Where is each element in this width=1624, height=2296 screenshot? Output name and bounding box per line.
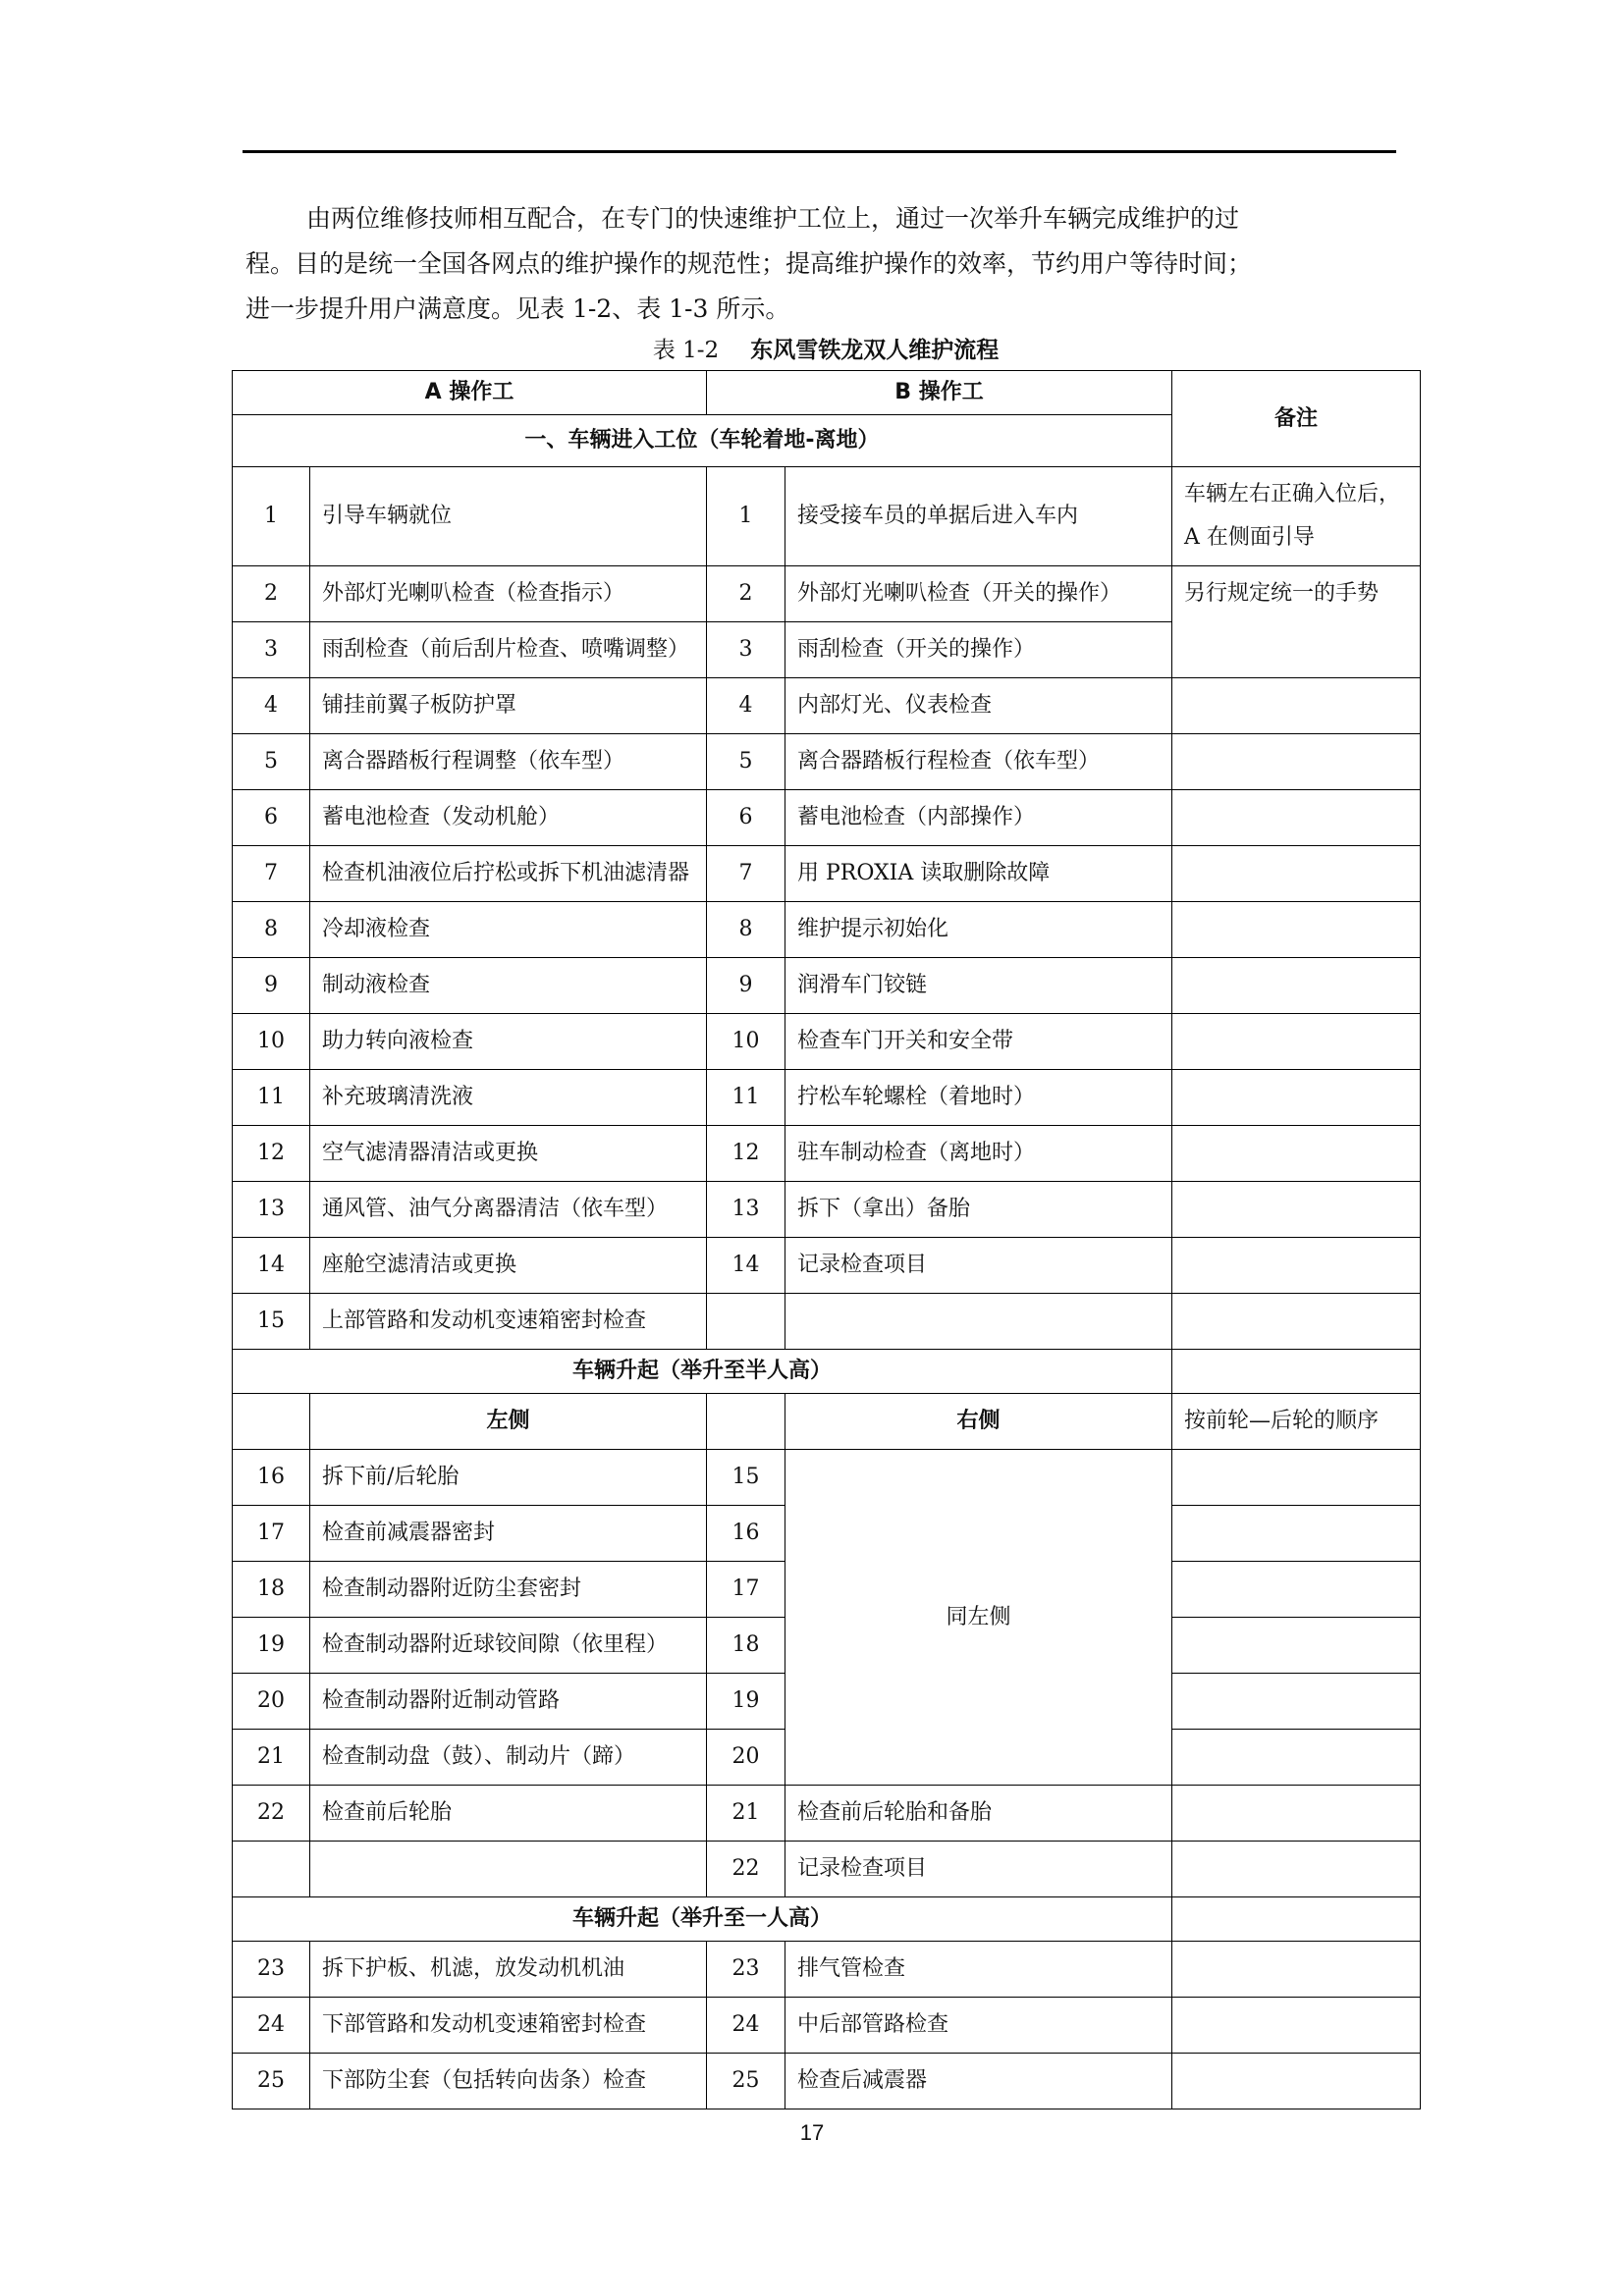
- b-step-number: 13: [707, 1182, 785, 1238]
- a-step-number: 24: [233, 1998, 310, 2054]
- intro-line-3: 进一步提升用户满意度。见表 1-2、表 1-3 所示。: [245, 294, 790, 323]
- a-step-number: 9: [233, 958, 310, 1014]
- a-step-number: 14: [233, 1238, 310, 1294]
- note-cell: [1172, 678, 1421, 734]
- a-step-number: 12: [233, 1126, 310, 1182]
- a-step-number: 15: [233, 1294, 310, 1350]
- note-cell: [1172, 1674, 1421, 1730]
- table-row: [233, 1786, 1421, 1842]
- a-step-text: 下部防尘套（包括转向齿条）检查: [310, 2054, 707, 2109]
- a-step-text: 通风管、油气分离器清洁（依车型）: [310, 1182, 707, 1238]
- note-cell: [1172, 1786, 1421, 1842]
- table-header-row: [233, 371, 1421, 415]
- same-as-left-cell: 同左侧: [785, 1450, 1172, 1786]
- a-step-number: 21: [233, 1730, 310, 1786]
- header-operator-b: B 操作工: [707, 371, 1172, 415]
- a-step-text: 蓄电池检查（发动机舱）: [310, 790, 707, 846]
- a-step-number: 17: [233, 1506, 310, 1562]
- note-cell: 按前轮—后轮的顺序: [1172, 1394, 1421, 1450]
- note-cell: [1172, 1842, 1421, 1897]
- a-step-text: 下部管路和发动机变速箱密封检查: [310, 1998, 707, 2054]
- note-cell: [1172, 1238, 1421, 1294]
- b-step-text: 驻车制动检查（离地时）: [785, 1126, 1172, 1182]
- b-step-text: 润滑车门铰链: [785, 958, 1172, 1014]
- b-step-text: 离合器踏板行程检查（依车型）: [785, 734, 1172, 790]
- a-step-number: 19: [233, 1618, 310, 1674]
- b-step-text: 记录检查项目: [785, 1238, 1172, 1294]
- intro-paragraph: [245, 196, 1394, 332]
- a-step-text: 离合器踏板行程调整（依车型）: [310, 734, 707, 790]
- a-step-number: 6: [233, 790, 310, 846]
- a-step-text: 外部灯光喇叭检查（检查指示）: [310, 566, 707, 622]
- note-cell: [1172, 734, 1421, 790]
- a-step-number: 7: [233, 846, 310, 902]
- b-step-text: 中后部管路检查: [785, 1998, 1172, 2054]
- a-step-number: 22: [233, 1786, 310, 1842]
- b-step-number: 6: [707, 790, 785, 846]
- table-row: [233, 902, 1421, 958]
- note-cell: [1172, 1562, 1421, 1618]
- b-step-text: 蓄电池检查（内部操作）: [785, 790, 1172, 846]
- a-step-text: 上部管路和发动机变速箱密封检查: [310, 1294, 707, 1350]
- note-cell: [1172, 1897, 1421, 1942]
- b-step-text: 内部灯光、仪表检查: [785, 678, 1172, 734]
- table-row: [233, 467, 1421, 566]
- note-cell: [1172, 846, 1421, 902]
- note-cell: [1172, 1506, 1421, 1562]
- note-cell: [1172, 2054, 1421, 2109]
- b-step-number: 4: [707, 678, 785, 734]
- a-step-number: 11: [233, 1070, 310, 1126]
- b-step-text: 拆下（拿出）备胎: [785, 1182, 1172, 1238]
- note-cell: [1172, 958, 1421, 1014]
- b-step-number: 21: [707, 1786, 785, 1842]
- a-step-number: [233, 1842, 310, 1897]
- b-step-number: 12: [707, 1126, 785, 1182]
- b-step-number: 10: [707, 1014, 785, 1070]
- a-step-text: 拆下前/后轮胎: [310, 1450, 707, 1506]
- a-step-text: 检查机油液位后拧松或拆下机油滤清器: [310, 846, 707, 902]
- a-step-text: 拆下护板、机滤，放发动机机油: [310, 1942, 707, 1998]
- note-cell: 另行规定统一的手势: [1172, 566, 1421, 678]
- maintenance-process-table: [232, 370, 1421, 2109]
- b-step-text: 雨刮检查（开关的操作）: [785, 622, 1172, 678]
- table-row: [233, 1842, 1421, 1897]
- a-step-text: 检查制动器附近球铰间隙（依里程）: [310, 1618, 707, 1674]
- table-row: [233, 1126, 1421, 1182]
- table-row: [233, 1450, 1421, 1506]
- section-title-1: 一、车辆进入工位（车轮着地-离地）: [233, 415, 1172, 467]
- subheader-left: 左侧: [310, 1394, 707, 1450]
- b-step-text: 维护提示初始化: [785, 902, 1172, 958]
- b-step-number: 1: [707, 467, 785, 566]
- section-title-2: 车辆升起（举升至半人高）: [233, 1350, 1172, 1394]
- note-cell: [1172, 1294, 1421, 1350]
- b-step-number: 5: [707, 734, 785, 790]
- b-step-text: 检查后减震器: [785, 2054, 1172, 2109]
- b-step-number: 24: [707, 1998, 785, 2054]
- header-operator-a: A 操作工: [233, 371, 707, 415]
- a-step-text: 铺挂前翼子板防护罩: [310, 678, 707, 734]
- b-step-number: 9: [707, 958, 785, 1014]
- table-row: [233, 1070, 1421, 1126]
- table-row: [233, 1998, 1421, 2054]
- note-cell: [1172, 1730, 1421, 1786]
- intro-line-1: 由两位维修技师相互配合，在专门的快速维护工位上，通过一次举升车辆完成维护的过: [306, 204, 1240, 233]
- a-step-number: 4: [233, 678, 310, 734]
- page-number: 17: [799, 2120, 825, 2145]
- a-step-number: 5: [233, 734, 310, 790]
- note-cell: 车辆左右正确入位后，A 在侧面引导: [1172, 467, 1421, 566]
- b-step-number: 3: [707, 622, 785, 678]
- a-step-text: 座舱空滤清洁或更换: [310, 1238, 707, 1294]
- a-step-text: 雨刮检查（前后刮片检查、喷嘴调整）: [310, 622, 707, 678]
- table-row: [233, 790, 1421, 846]
- table-row: [233, 1014, 1421, 1070]
- a-step-text: 检查前减震器密封: [310, 1506, 707, 1562]
- b-step-text: 检查车门开关和安全带: [785, 1014, 1172, 1070]
- table-row: [233, 958, 1421, 1014]
- note-cell: [1172, 1618, 1421, 1674]
- a-step-text: 补充玻璃清洗液: [310, 1070, 707, 1126]
- a-step-number: 13: [233, 1182, 310, 1238]
- table-row: [233, 1294, 1421, 1350]
- a-step-number: 25: [233, 2054, 310, 2109]
- a-step-number: 2: [233, 566, 310, 622]
- a-step-number: 1: [233, 467, 310, 566]
- b-step-number: 17: [707, 1562, 785, 1618]
- table-row: [233, 1942, 1421, 1998]
- section-row: [233, 1350, 1421, 1394]
- b-step-number: 2: [707, 566, 785, 622]
- table-row: [233, 1238, 1421, 1294]
- header-rule: [243, 150, 1396, 153]
- subheader-row: [233, 1394, 1421, 1450]
- a-step-number: 8: [233, 902, 310, 958]
- a-step-number: 3: [233, 622, 310, 678]
- a-step-number: 10: [233, 1014, 310, 1070]
- a-step-text: 检查制动器附近制动管路: [310, 1674, 707, 1730]
- b-step-number: 23: [707, 1942, 785, 1998]
- b-step-number: 11: [707, 1070, 785, 1126]
- subheader-right: 右侧: [785, 1394, 1172, 1450]
- b-step-text: 接受接车员的单据后进入车内: [785, 467, 1172, 566]
- b-step-text: 记录检查项目: [785, 1842, 1172, 1897]
- table-row: [233, 566, 1421, 622]
- a-step-text: 冷却液检查: [310, 902, 707, 958]
- a-step-text: 制动液检查: [310, 958, 707, 1014]
- b-step-text: 拧松车轮螺栓（着地时）: [785, 1070, 1172, 1126]
- a-step-text: 检查前后轮胎: [310, 1786, 707, 1842]
- blank-cell: [233, 1394, 310, 1450]
- note-cell: [1172, 1014, 1421, 1070]
- section-title-3: 车辆升起（举升至一人高）: [233, 1897, 1172, 1942]
- header-note: 备注: [1172, 371, 1421, 467]
- b-step-number: 8: [707, 902, 785, 958]
- b-step-number: 20: [707, 1730, 785, 1786]
- b-step-text: 用 PROXIA 读取删除故障: [785, 846, 1172, 902]
- table-row: [233, 678, 1421, 734]
- a-step-number: 16: [233, 1450, 310, 1506]
- b-step-number: 14: [707, 1238, 785, 1294]
- a-step-text: 空气滤清器清洁或更换: [310, 1126, 707, 1182]
- b-step-number: 7: [707, 846, 785, 902]
- b-step-number: 25: [707, 2054, 785, 2109]
- a-step-text: [310, 1842, 707, 1897]
- b-step-number: 15: [707, 1450, 785, 1506]
- a-step-text: 引导车辆就位: [310, 467, 707, 566]
- note-cell: [1172, 1182, 1421, 1238]
- a-step-number: 20: [233, 1674, 310, 1730]
- table-caption-number: 表 1-2: [652, 338, 720, 363]
- table-row: [233, 2054, 1421, 2109]
- b-step-number: 19: [707, 1674, 785, 1730]
- table-row: [233, 846, 1421, 902]
- section-row: [233, 1897, 1421, 1942]
- note-cell: [1172, 902, 1421, 958]
- a-step-text: 检查制动盘（鼓）、制动片（蹄）: [310, 1730, 707, 1786]
- b-step-number: 16: [707, 1506, 785, 1562]
- blank-cell: [707, 1394, 785, 1450]
- table-caption: [232, 332, 1420, 364]
- note-cell: [1172, 1126, 1421, 1182]
- note-cell: [1172, 1998, 1421, 2054]
- a-step-text: 检查制动器附近防尘套密封: [310, 1562, 707, 1618]
- b-step-number: 22: [707, 1842, 785, 1897]
- note-cell: [1172, 1350, 1421, 1394]
- b-step-text: [785, 1294, 1172, 1350]
- a-step-number: 18: [233, 1562, 310, 1618]
- note-cell: [1172, 1942, 1421, 1998]
- b-step-number: [707, 1294, 785, 1350]
- note-cell: [1172, 1070, 1421, 1126]
- a-step-text: 助力转向液检查: [310, 1014, 707, 1070]
- a-step-number: 23: [233, 1942, 310, 1998]
- intro-line-2: 程。目的是统一全国各网点的维护操作的规范性；提高维护操作的效率，节约用户等待时间；: [245, 249, 1253, 278]
- note-cell: [1172, 790, 1421, 846]
- b-step-text: 排气管检查: [785, 1942, 1172, 1998]
- b-step-text: 外部灯光喇叭检查（开关的操作）: [785, 566, 1172, 622]
- table-row: [233, 734, 1421, 790]
- table-caption-title: 东风雪铁龙双人维护流程: [750, 338, 1000, 363]
- b-step-number: 18: [707, 1618, 785, 1674]
- b-step-text: 检查前后轮胎和备胎: [785, 1786, 1172, 1842]
- note-cell: [1172, 1450, 1421, 1506]
- table-row: [233, 1182, 1421, 1238]
